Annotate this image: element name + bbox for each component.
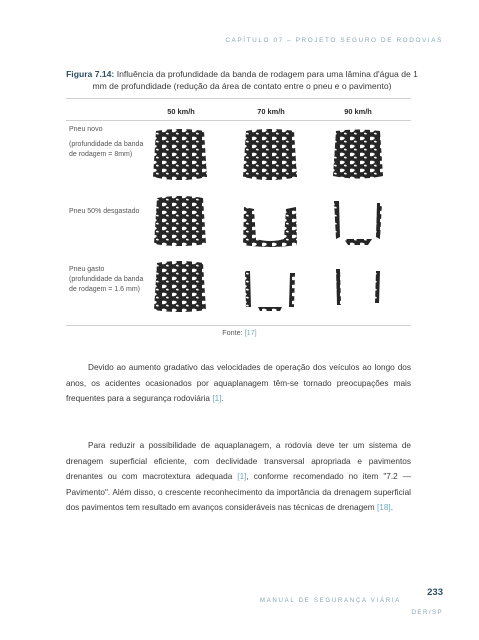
page-number: 233	[427, 587, 443, 598]
tread-new-70-image	[240, 127, 300, 183]
paragraph-1-text: Devido ao aumento gradativo das velocidades de operação dos veículos ao longo dos anos, os acidentes ocasionados por aquaplanagem têm-se tornado preocupações mais frequentes para a segurança rodoviária	[66, 363, 411, 404]
paragraph-2-text-a: Para reduzir a possibilidade de aquaplanagem, a rodovia deve ter um sistema de drenagem superficial eficiente, com declividade transversal apropriada e pavimentos drenantes ou com macrotextura adequada	[66, 441, 411, 482]
reference-link-18[interactable]: [18]	[376, 503, 391, 513]
row-label-worn-tire: Pneu gasto (profundidade da banda de rodagem = 1.6 mm)	[69, 266, 144, 293]
paragraph-2-text-b: , conforme recomendado no item "7.2 — Pavimento". Além disso, o crescente reconhecimento da importância da drenagem superficial dos pavimentos tem resultado em avanços consideráveis nas técnicas de drenagem	[66, 472, 411, 513]
tread-half-90-image	[328, 193, 388, 249]
column-header-50: 50 km/h	[167, 107, 195, 116]
tread-new-90-image	[328, 127, 388, 183]
column-header-70: 70 km/h	[257, 107, 285, 116]
figure-caption-text: Influência da profundidade da banda de rodagem para uma lâmina d'água de 1 mm de profundidade (redução da área de contato entre o pneu e o pavimento)	[92, 69, 418, 91]
tread-worn-50-image	[150, 259, 210, 315]
paragraph-2-end: .	[390, 503, 393, 513]
tread-half-50-image	[150, 193, 210, 249]
footer-signature: DER/SP	[411, 609, 443, 616]
tread-worn-70-image	[240, 259, 300, 315]
row-label-new-tire-detail: (profundidade da banda de rodagem = 8mm)	[69, 140, 144, 158]
tread-worn-90-image	[328, 259, 388, 315]
figure-source	[0, 328, 479, 337]
tread-new-50-image	[150, 127, 210, 183]
chapter-header: CAPÍTULO 07 – PROJETO SEGURO DE RODOVIAS	[225, 37, 443, 44]
figure-table	[66, 98, 411, 326]
paragraph-2	[66, 438, 411, 516]
tread-half-70-image	[240, 193, 300, 249]
source-label: Fonte:	[222, 328, 243, 337]
footer-manual-title: MANUAL DE SEGURANÇA VIÁRIA	[259, 597, 401, 604]
reference-link-1[interactable]: [1]	[212, 394, 222, 404]
row-label-new-tire	[69, 125, 144, 159]
column-header-90: 90 km/h	[344, 107, 372, 116]
figure-caption	[62, 69, 422, 92]
row-label-half-worn: Pneu 50% desgastado	[69, 208, 140, 215]
figure-label: Figura 7.14:	[66, 69, 115, 79]
paragraph-1-end: .	[221, 394, 224, 404]
reference-link-1b[interactable]: [1]	[237, 472, 247, 482]
paragraph-1	[66, 360, 411, 407]
source-reference-link[interactable]: [17]	[244, 328, 257, 337]
row-label-new-tire-title: Pneu novo	[69, 126, 103, 133]
header-divider	[66, 120, 411, 121]
